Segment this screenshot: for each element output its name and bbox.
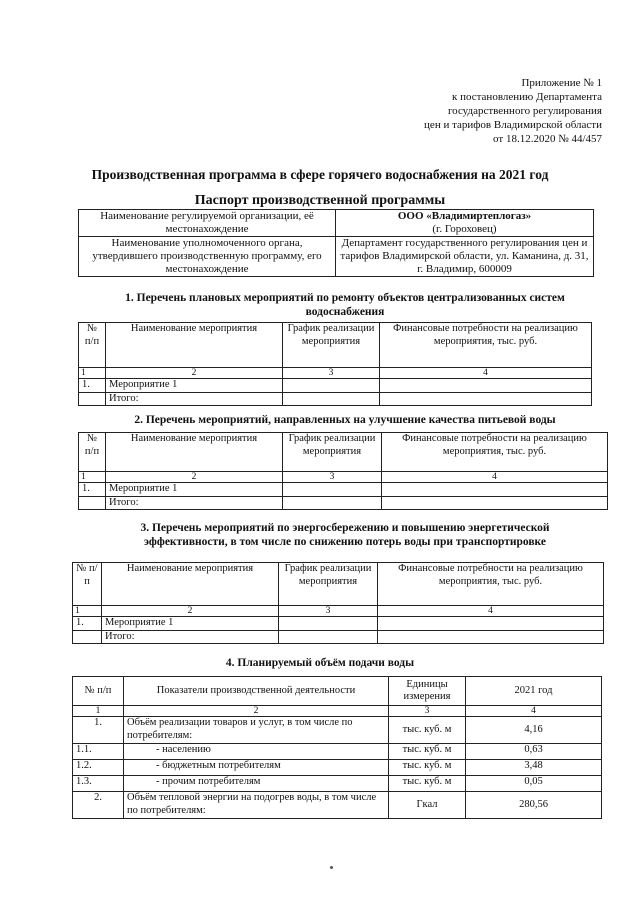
org-name: ООО «Владимиртеплогаз»	[397, 210, 532, 222]
col-index: 1	[79, 472, 106, 483]
total-label: Итого:	[106, 496, 283, 510]
total-schedule	[283, 392, 380, 406]
table-row	[73, 776, 602, 792]
col-finance-header: Финансовые потребности на реализацию мероприятия, тыс. руб.	[382, 433, 608, 472]
row-num: 2.	[73, 792, 124, 819]
col-index: 1	[79, 368, 106, 379]
col-index: 3	[283, 368, 380, 379]
authority-value: Департамент государственного регулирования цен и тарифов Владимирской области, ул. Каманина, д. 31, г. Владимир, 600009	[336, 237, 594, 277]
appendix-line: цен и тарифов Владимирской области	[424, 119, 602, 131]
row-schedule	[279, 617, 378, 631]
section-2-title: 2. Перечень мероприятий, направленных на улучшение качества питьевой воды	[134, 414, 556, 426]
passport-title: Паспорт производственной программы	[194, 193, 446, 208]
row-finance	[382, 483, 608, 497]
total-num	[79, 496, 106, 510]
col-schedule-header: График реализации мероприятия	[283, 323, 380, 368]
col-num-header: № п/п	[73, 563, 102, 606]
org-value	[336, 210, 594, 237]
col-name-header: Наименование мероприятия	[106, 323, 283, 368]
total-num	[79, 392, 106, 406]
supply-col-year-header: 2021 год	[466, 677, 602, 706]
row-value: 0,05	[466, 776, 602, 792]
table-row	[73, 744, 602, 760]
section-4-title: 4. Планируемый объём подачи воды	[225, 657, 415, 669]
total-finance	[382, 496, 608, 510]
col-index: 4	[378, 606, 604, 617]
table-row	[73, 792, 602, 819]
total-schedule	[283, 496, 382, 510]
scan-speck	[330, 866, 333, 869]
total-label: Итого:	[106, 392, 283, 406]
total-finance	[378, 630, 604, 644]
total-schedule	[279, 630, 378, 644]
row-num: 1.	[79, 483, 106, 497]
total-label: Итого:	[102, 630, 279, 644]
row-schedule	[283, 483, 382, 497]
row-unit: тыс. куб. м	[389, 744, 466, 760]
supply-col-index: 3	[389, 706, 466, 717]
appendix-line: от 18.12.2020 № 44/457	[493, 133, 602, 145]
col-finance-header: Финансовые потребности на реализацию мероприятия, тыс. руб.	[380, 323, 592, 368]
row-value: 4,16	[466, 717, 602, 744]
col-num-header: № п/п	[79, 433, 106, 472]
org-city: (г. Гороховец)	[432, 223, 497, 235]
col-name-header: Наименование мероприятия	[106, 433, 283, 472]
row-num: 1.3.	[73, 776, 124, 792]
supply-col-index: 1	[73, 706, 124, 717]
section-3-title: 3. Перечень мероприятий по энергосбережению и повышению энергетической эффективности, в том числе по снижению потерь воды при транспортировке	[140, 522, 550, 548]
row-unit: Гкал	[389, 792, 466, 819]
col-index: 2	[106, 472, 283, 483]
col-schedule-header: График реализации мероприятия	[279, 563, 378, 606]
section-1-title: 1. Перечень плановых мероприятий по ремонту объектов централизованных систем водоснабжения	[125, 292, 565, 318]
table-row	[73, 717, 602, 744]
supply-col-unit-header: Единицы измерения	[389, 677, 466, 706]
authority-label: Наименование уполномоченного органа, утвердившего производственную программу, его местонахождение	[79, 237, 336, 277]
row-num: 1.2.	[73, 760, 124, 776]
section-2-table	[78, 432, 608, 510]
row-value: 0,63	[466, 744, 602, 760]
total-finance	[380, 392, 592, 406]
supply-table	[72, 676, 602, 819]
col-index: 2	[106, 368, 283, 379]
col-index: 4	[382, 472, 608, 483]
row-num: 1.	[79, 379, 106, 393]
supply-col-index: 4	[466, 706, 602, 717]
row-indicator: - бюджетным потребителям	[124, 760, 389, 776]
row-num: 1.1.	[73, 744, 124, 760]
row-unit: тыс. куб. м	[389, 717, 466, 744]
row-num: 1.	[73, 717, 124, 744]
row-value: 280,56	[466, 792, 602, 819]
row-indicator: Объём тепловой энергии на подогрев воды, в том числе по потребителям:	[124, 792, 389, 819]
row-unit: тыс. куб. м	[389, 776, 466, 792]
row-name: Мероприятие 1	[102, 617, 279, 631]
col-name-header: Наименование мероприятия	[102, 563, 279, 606]
row-name: Мероприятие 1	[106, 379, 283, 393]
table-row	[73, 760, 602, 776]
appendix-line: Приложение № 1	[521, 77, 602, 89]
col-num-header: № п/п	[79, 323, 106, 368]
row-num: 1.	[73, 617, 102, 631]
row-name: Мероприятие 1	[106, 483, 283, 497]
passport-table	[78, 209, 594, 277]
col-schedule-header: График реализации мероприятия	[283, 433, 382, 472]
document-title: Производственная программа в сфере горячего водоснабжения на 2021 год	[91, 167, 549, 182]
col-index: 3	[279, 606, 378, 617]
supply-col-num-header: № п/п	[73, 677, 124, 706]
supply-col-index: 2	[124, 706, 389, 717]
row-schedule	[283, 379, 380, 393]
row-indicator: - прочим потребителям	[124, 776, 389, 792]
section-1-table	[78, 322, 592, 406]
appendix-line: к постановлению Департамента	[451, 91, 602, 103]
row-value: 3,48	[466, 760, 602, 776]
org-label: Наименование регулируемой организации, её местонахождение	[79, 210, 336, 237]
appendix-line: государственного регулирования	[447, 105, 602, 117]
col-index: 2	[102, 606, 279, 617]
row-unit: тыс. куб. м	[389, 760, 466, 776]
row-indicator: Объём реализации товаров и услуг, в том числе по потребителям:	[124, 717, 389, 744]
supply-col-indicator-header: Показатели производственной деятельности	[124, 677, 389, 706]
total-num	[73, 630, 102, 644]
col-finance-header: Финансовые потребности на реализацию мероприятия, тыс. руб.	[378, 563, 604, 606]
row-indicator: - населению	[124, 744, 389, 760]
section-3-table	[72, 562, 604, 644]
appendix-block	[424, 76, 602, 146]
row-finance	[380, 379, 592, 393]
col-index: 4	[380, 368, 592, 379]
col-index: 1	[73, 606, 102, 617]
row-finance	[378, 617, 604, 631]
col-index: 3	[283, 472, 382, 483]
